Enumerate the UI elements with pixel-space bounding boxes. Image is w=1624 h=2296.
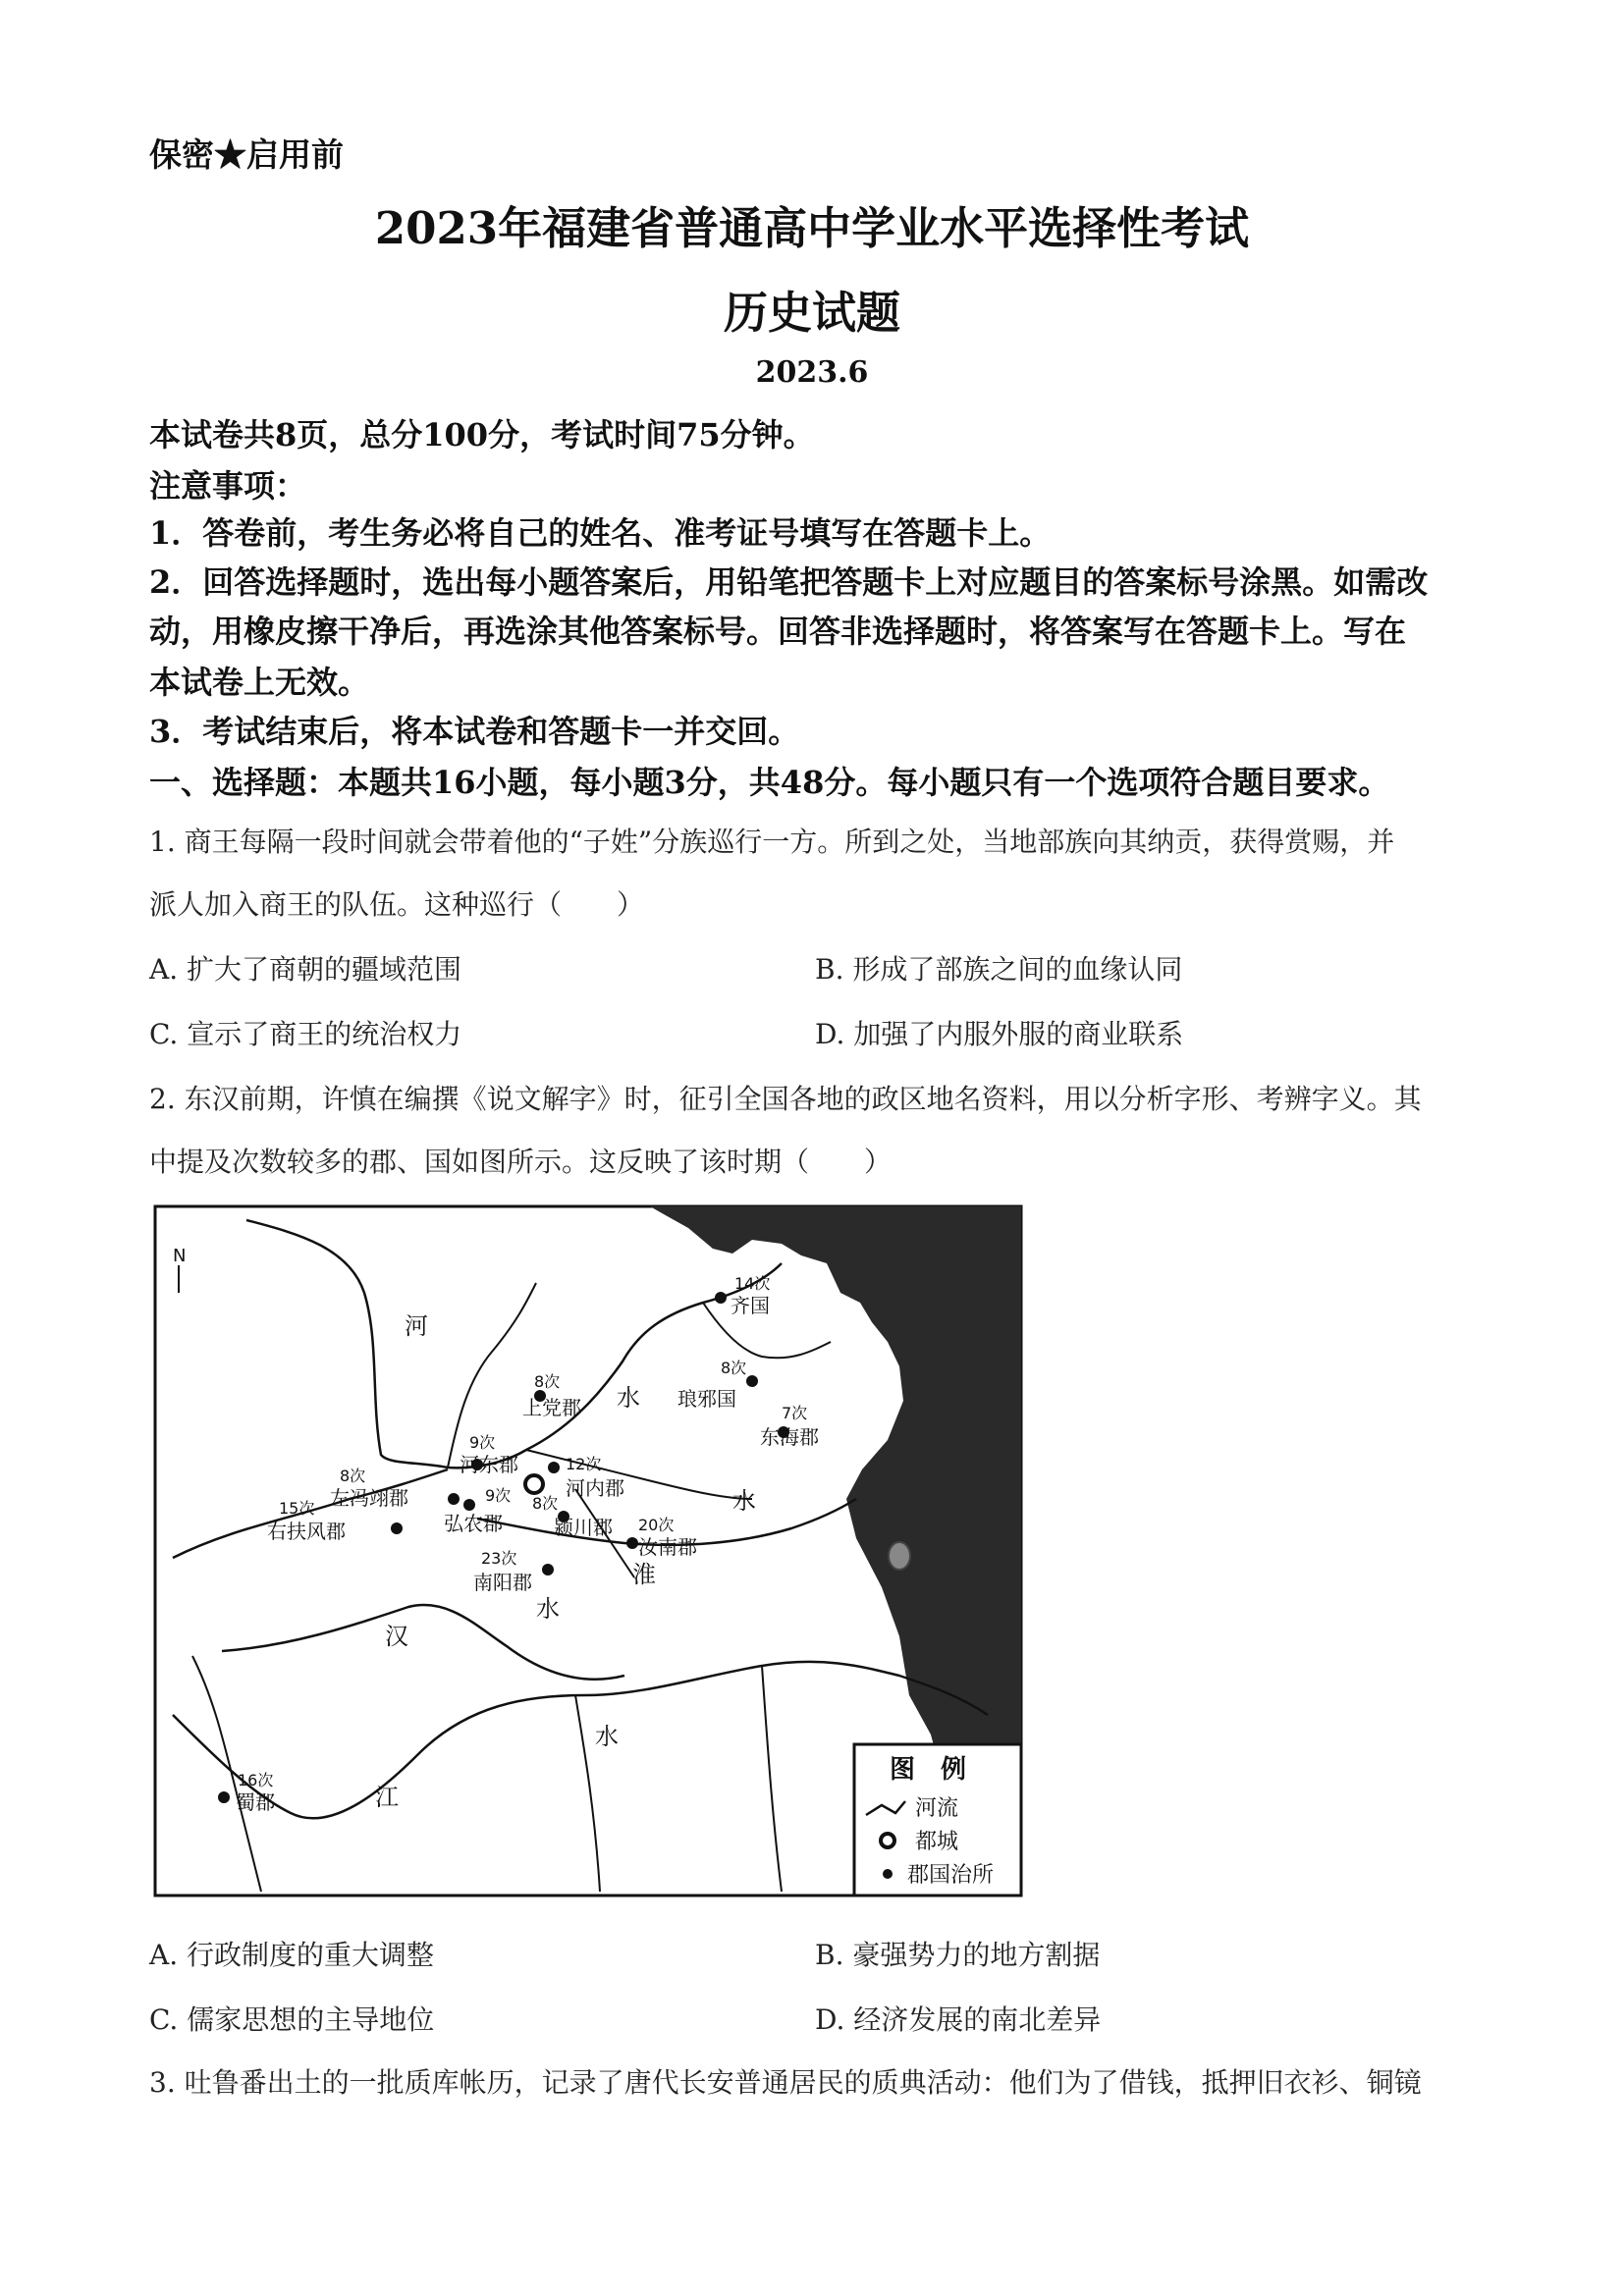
- capital-marker: [525, 1475, 543, 1493]
- svg-text:蜀郡: 蜀郡: [236, 1790, 275, 1814]
- svg-text:16次: 16次: [238, 1771, 274, 1789]
- svg-text:8次: 8次: [534, 1372, 561, 1391]
- svg-text:河内郡: 河内郡: [566, 1476, 624, 1500]
- river-label: 水: [617, 1384, 640, 1412]
- question-1-line-2: 派人加入商王的队伍。这种巡行（ ）: [149, 888, 645, 921]
- section-1-heading: 一、选择题：本题共16小题，每小题3分，共48分。每小题只有一个选项符合题目要求。: [149, 764, 1390, 801]
- question-3-line-1: 3. 吐鲁番出土的一批质库帐历，记录了唐代长安普通居民的质典活动：他们为了借钱，抵押旧衣衫、铜镜: [149, 2066, 1422, 2099]
- question-2-option-d[interactable]: D. 经济发展的南北差异: [815, 2003, 1102, 2036]
- svg-text:郡国治所: 郡国治所: [907, 1863, 995, 1888]
- eastern-han-map: [153, 1204, 1023, 1897]
- svg-text:8次: 8次: [721, 1359, 747, 1377]
- svg-text:齐国: 齐国: [731, 1294, 770, 1317]
- svg-text:9次: 9次: [485, 1486, 512, 1505]
- question-2-option-b[interactable]: B. 豪强势力的地方割据: [815, 1939, 1101, 1971]
- question-1-option-d[interactable]: D. 加强了内服外服的商业联系: [815, 1018, 1184, 1050]
- map-legend: [854, 1744, 1021, 1896]
- legend-seat-icon: [883, 1869, 893, 1879]
- svg-text:9次: 9次: [469, 1433, 496, 1452]
- svg-text:12次: 12次: [566, 1455, 602, 1473]
- svg-text:东海郡: 东海郡: [760, 1425, 819, 1449]
- svg-text:河流: 河流: [915, 1796, 959, 1821]
- confidential-mark: 保密★启用前: [149, 135, 344, 174]
- note-3: 3．考试结束后，将本试卷和答题卡一并交回。: [149, 713, 800, 750]
- svg-text:上党郡: 上党郡: [522, 1396, 581, 1419]
- legend-capital-icon: [881, 1834, 894, 1847]
- svg-text:23次: 23次: [481, 1549, 517, 1568]
- exam-subject: 历史试题: [723, 287, 900, 339]
- question-1-line-1: 1. 商王每隔一段时间就会带着他的“子姓”分族巡行一方。所到之处，当地部族向其纳贡，获得赏赐，并: [149, 826, 1395, 858]
- svg-text:南阳郡: 南阳郡: [473, 1571, 532, 1594]
- svg-text:左冯翊郡: 左冯翊郡: [330, 1486, 408, 1510]
- svg-text:琅邪国: 琅邪国: [677, 1387, 736, 1411]
- river-label: 江: [375, 1784, 399, 1811]
- svg-text:图 例: 图 例: [890, 1755, 967, 1785]
- question-2-option-c[interactable]: C. 儒家思想的主导地位: [149, 2003, 435, 2036]
- svg-text:右扶风郡: 右扶风郡: [267, 1520, 346, 1543]
- svg-text:都城: 都城: [915, 1830, 959, 1854]
- river-label: 水: [595, 1723, 619, 1750]
- river-label: 水: [536, 1595, 560, 1623]
- svg-text:汝南郡: 汝南郡: [638, 1535, 697, 1559]
- north-label: N: [173, 1246, 187, 1266]
- note-2-line-2: 动，用橡皮擦干净后，再选涂其他答案标号。回答非选择题时，将答案写在答题卡上。写在: [149, 613, 1407, 650]
- note-1: 1．答卷前，考生务必将自己的姓名、准考证号填写在答题卡上。: [149, 514, 1052, 552]
- exam-date: 2023.6: [755, 355, 869, 390]
- river-label: 河: [405, 1312, 428, 1340]
- note-2-line-3: 本试卷上无效。: [149, 664, 370, 701]
- question-1-option-b[interactable]: B. 形成了部族之间的血缘认同: [815, 953, 1183, 986]
- river-label: 淮: [632, 1561, 656, 1588]
- river-label: 汉: [385, 1623, 408, 1650]
- exam-summary: 本试卷共8页，总分100分，考试时间75分钟。: [149, 416, 815, 454]
- svg-text:弘农郡: 弘农郡: [444, 1512, 503, 1535]
- svg-text:颍川郡: 颍川郡: [554, 1516, 613, 1539]
- svg-text:8次: 8次: [340, 1467, 366, 1485]
- river-label: 水: [732, 1487, 756, 1515]
- notes-heading: 注意事项：: [149, 467, 307, 505]
- question-2-option-a[interactable]: A. 行政制度的重大调整: [149, 1939, 435, 1971]
- svg-text:15次: 15次: [279, 1499, 315, 1518]
- exam-title: 2023年福建省普通高中学业水平选择性考试: [374, 202, 1250, 254]
- question-1-option-c[interactable]: C. 宣示了商王的统治权力: [149, 1018, 462, 1050]
- svg-text:20次: 20次: [638, 1516, 675, 1534]
- question-1-option-a[interactable]: A. 扩大了商朝的疆域范围: [149, 953, 462, 986]
- map-svg: [153, 1204, 1023, 1897]
- svg-text:14次: 14次: [734, 1274, 771, 1293]
- svg-text:8次: 8次: [532, 1494, 559, 1513]
- island: [889, 1542, 910, 1570]
- question-2-line-1: 2. 东汉前期，许慎在编撰《说文解字》时，征引全国各地的政区地名资料，用以分析字形、考辨字义。其: [149, 1083, 1422, 1115]
- note-2-line-1: 2．回答选择题时，选出每小题答案后，用铅笔把答题卡上对应题目的答案标号涂黑。如需改: [149, 563, 1429, 601]
- svg-text:河东郡: 河东郡: [460, 1453, 518, 1476]
- question-2-line-2: 中提及次数较多的郡、国如图所示。这反映了该时期（ ）: [149, 1146, 893, 1178]
- svg-text:7次: 7次: [782, 1404, 808, 1422]
